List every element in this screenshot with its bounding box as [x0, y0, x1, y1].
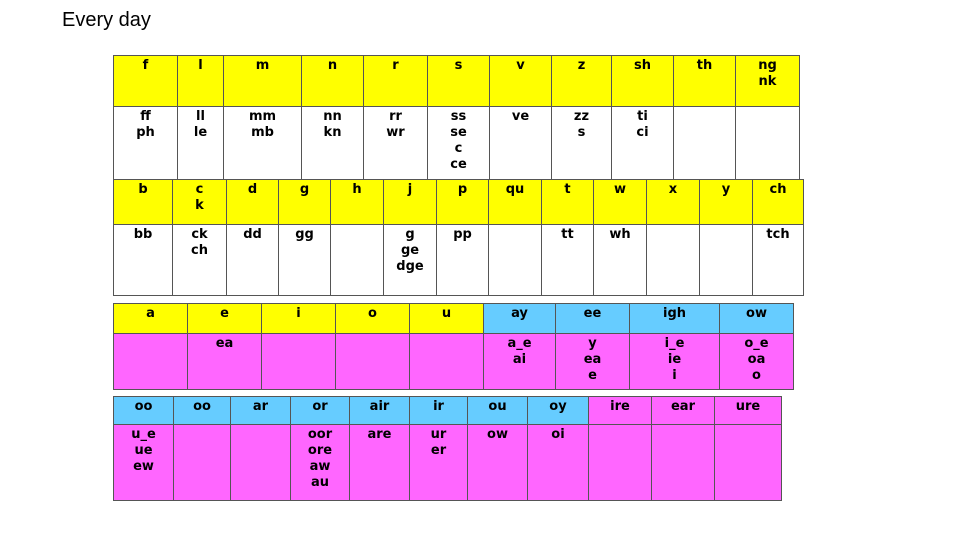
grapheme-cell: th [674, 56, 736, 107]
alternative-spelling-cell: dd [227, 225, 279, 296]
alternative-spelling-cell [331, 225, 384, 296]
alternative-spelling-cell [736, 107, 800, 180]
alternative-spelling-cell: ve [490, 107, 552, 180]
grapheme-cell: a [114, 304, 188, 334]
alternative-spelling-cell: bb [114, 225, 173, 296]
alternative-spellings-row [114, 334, 794, 390]
alternative-spelling-cell: nn kn [302, 107, 364, 180]
alternative-spelling-cell: gg [279, 225, 331, 296]
alternative-spelling-cell: zz s [552, 107, 612, 180]
alternative-spelling-cell [674, 107, 736, 180]
grapheme-cell: ch [753, 180, 804, 225]
grapheme-cell: c k [173, 180, 227, 225]
grapheme-cell: b [114, 180, 173, 225]
alternative-spelling-cell: wh [594, 225, 647, 296]
alternative-spelling-cell: ti ci [612, 107, 674, 180]
alternative-spelling-cell: ff ph [114, 107, 178, 180]
grapheme-cell: ear [652, 397, 715, 425]
alternative-spelling-cell [715, 425, 782, 501]
grapheme-cell: ir [410, 397, 468, 425]
grapheme-cell: r [364, 56, 428, 107]
grapheme-cell: ay [484, 304, 556, 334]
grapheme-cell: n [302, 56, 364, 107]
grapheme-cell: oo [174, 397, 231, 425]
grapheme-cell: g [279, 180, 331, 225]
grapheme-cell: qu [489, 180, 542, 225]
alternative-spelling-cell: ll le [178, 107, 224, 180]
alternative-spelling-cell: mm mb [224, 107, 302, 180]
alternative-spelling-cell: ea [188, 334, 262, 390]
grapheme-cell: ure [715, 397, 782, 425]
alternative-spelling-cell: o_e oa o [720, 334, 794, 390]
grapheme-cell: d [227, 180, 279, 225]
grapheme-cell: x [647, 180, 700, 225]
alternative-spelling-cell: a_e ai [484, 334, 556, 390]
alternative-spellings-row [114, 225, 804, 296]
grapheme-cell: t [542, 180, 594, 225]
alternative-spelling-cell [647, 225, 700, 296]
grapheme-cell: s [428, 56, 490, 107]
alternative-spelling-cell: u_e ue ew [114, 425, 174, 501]
alternative-spelling-cell: ss se c ce [428, 107, 490, 180]
alternative-spelling-cell: oor ore aw au [291, 425, 350, 501]
grapheme-cell: ou [468, 397, 528, 425]
alternative-spelling-cell [114, 334, 188, 390]
grapheme-row [114, 56, 800, 107]
grapheme-cell: oy [528, 397, 589, 425]
grapheme-cell: i [262, 304, 336, 334]
grapheme-cell: igh [630, 304, 720, 334]
alternative-spelling-cell [410, 334, 484, 390]
alternative-spelling-cell: rr wr [364, 107, 428, 180]
grapheme-row [114, 397, 782, 425]
alternative-spelling-cell [589, 425, 652, 501]
alternative-spelling-cell: y ea e [556, 334, 630, 390]
alternative-spellings-row [114, 107, 800, 180]
alternative-spelling-cell: tch [753, 225, 804, 296]
page-title: Every day [62, 9, 151, 31]
grapheme-row [114, 304, 794, 334]
alternative-spelling-cell: ur er [410, 425, 468, 501]
grapheme-cell: w [594, 180, 647, 225]
alternative-spelling-cell [700, 225, 753, 296]
grapheme-cell: ire [589, 397, 652, 425]
consonant-grid-1 [113, 55, 800, 180]
grapheme-cell: ow [720, 304, 794, 334]
vowel-grid-2 [113, 396, 782, 501]
grapheme-cell: j [384, 180, 437, 225]
grapheme-cell: f [114, 56, 178, 107]
grapheme-cell: l [178, 56, 224, 107]
alternative-spelling-cell: g ge dge [384, 225, 437, 296]
grapheme-cell: oo [114, 397, 174, 425]
alternative-spelling-cell: i_e ie i [630, 334, 720, 390]
alternative-spelling-cell: oi [528, 425, 589, 501]
grapheme-cell: y [700, 180, 753, 225]
vowel-grid-1 [113, 303, 794, 390]
grapheme-cell: v [490, 56, 552, 107]
alternative-spelling-cell [336, 334, 410, 390]
alternative-spelling-cell: ck ch [173, 225, 227, 296]
alternative-spelling-cell [262, 334, 336, 390]
grapheme-cell: m [224, 56, 302, 107]
alternative-spelling-cell [652, 425, 715, 501]
alternative-spelling-cell: are [350, 425, 410, 501]
grapheme-cell: z [552, 56, 612, 107]
alternative-spelling-cell [231, 425, 291, 501]
alternative-spelling-cell: pp [437, 225, 489, 296]
grapheme-cell: p [437, 180, 489, 225]
grapheme-row [114, 180, 804, 225]
alternative-spelling-cell [174, 425, 231, 501]
alternative-spelling-cell [489, 225, 542, 296]
grapheme-cell: o [336, 304, 410, 334]
grapheme-cell: h [331, 180, 384, 225]
grapheme-cell: or [291, 397, 350, 425]
alternative-spelling-cell: tt [542, 225, 594, 296]
grapheme-cell: air [350, 397, 410, 425]
grapheme-cell: ee [556, 304, 630, 334]
grapheme-cell: ar [231, 397, 291, 425]
grapheme-cell: sh [612, 56, 674, 107]
grapheme-cell: u [410, 304, 484, 334]
grapheme-cell: ng nk [736, 56, 800, 107]
alternative-spellings-row [114, 425, 782, 501]
alternative-spelling-cell: ow [468, 425, 528, 501]
grapheme-cell: e [188, 304, 262, 334]
consonant-grid-2 [113, 179, 804, 296]
